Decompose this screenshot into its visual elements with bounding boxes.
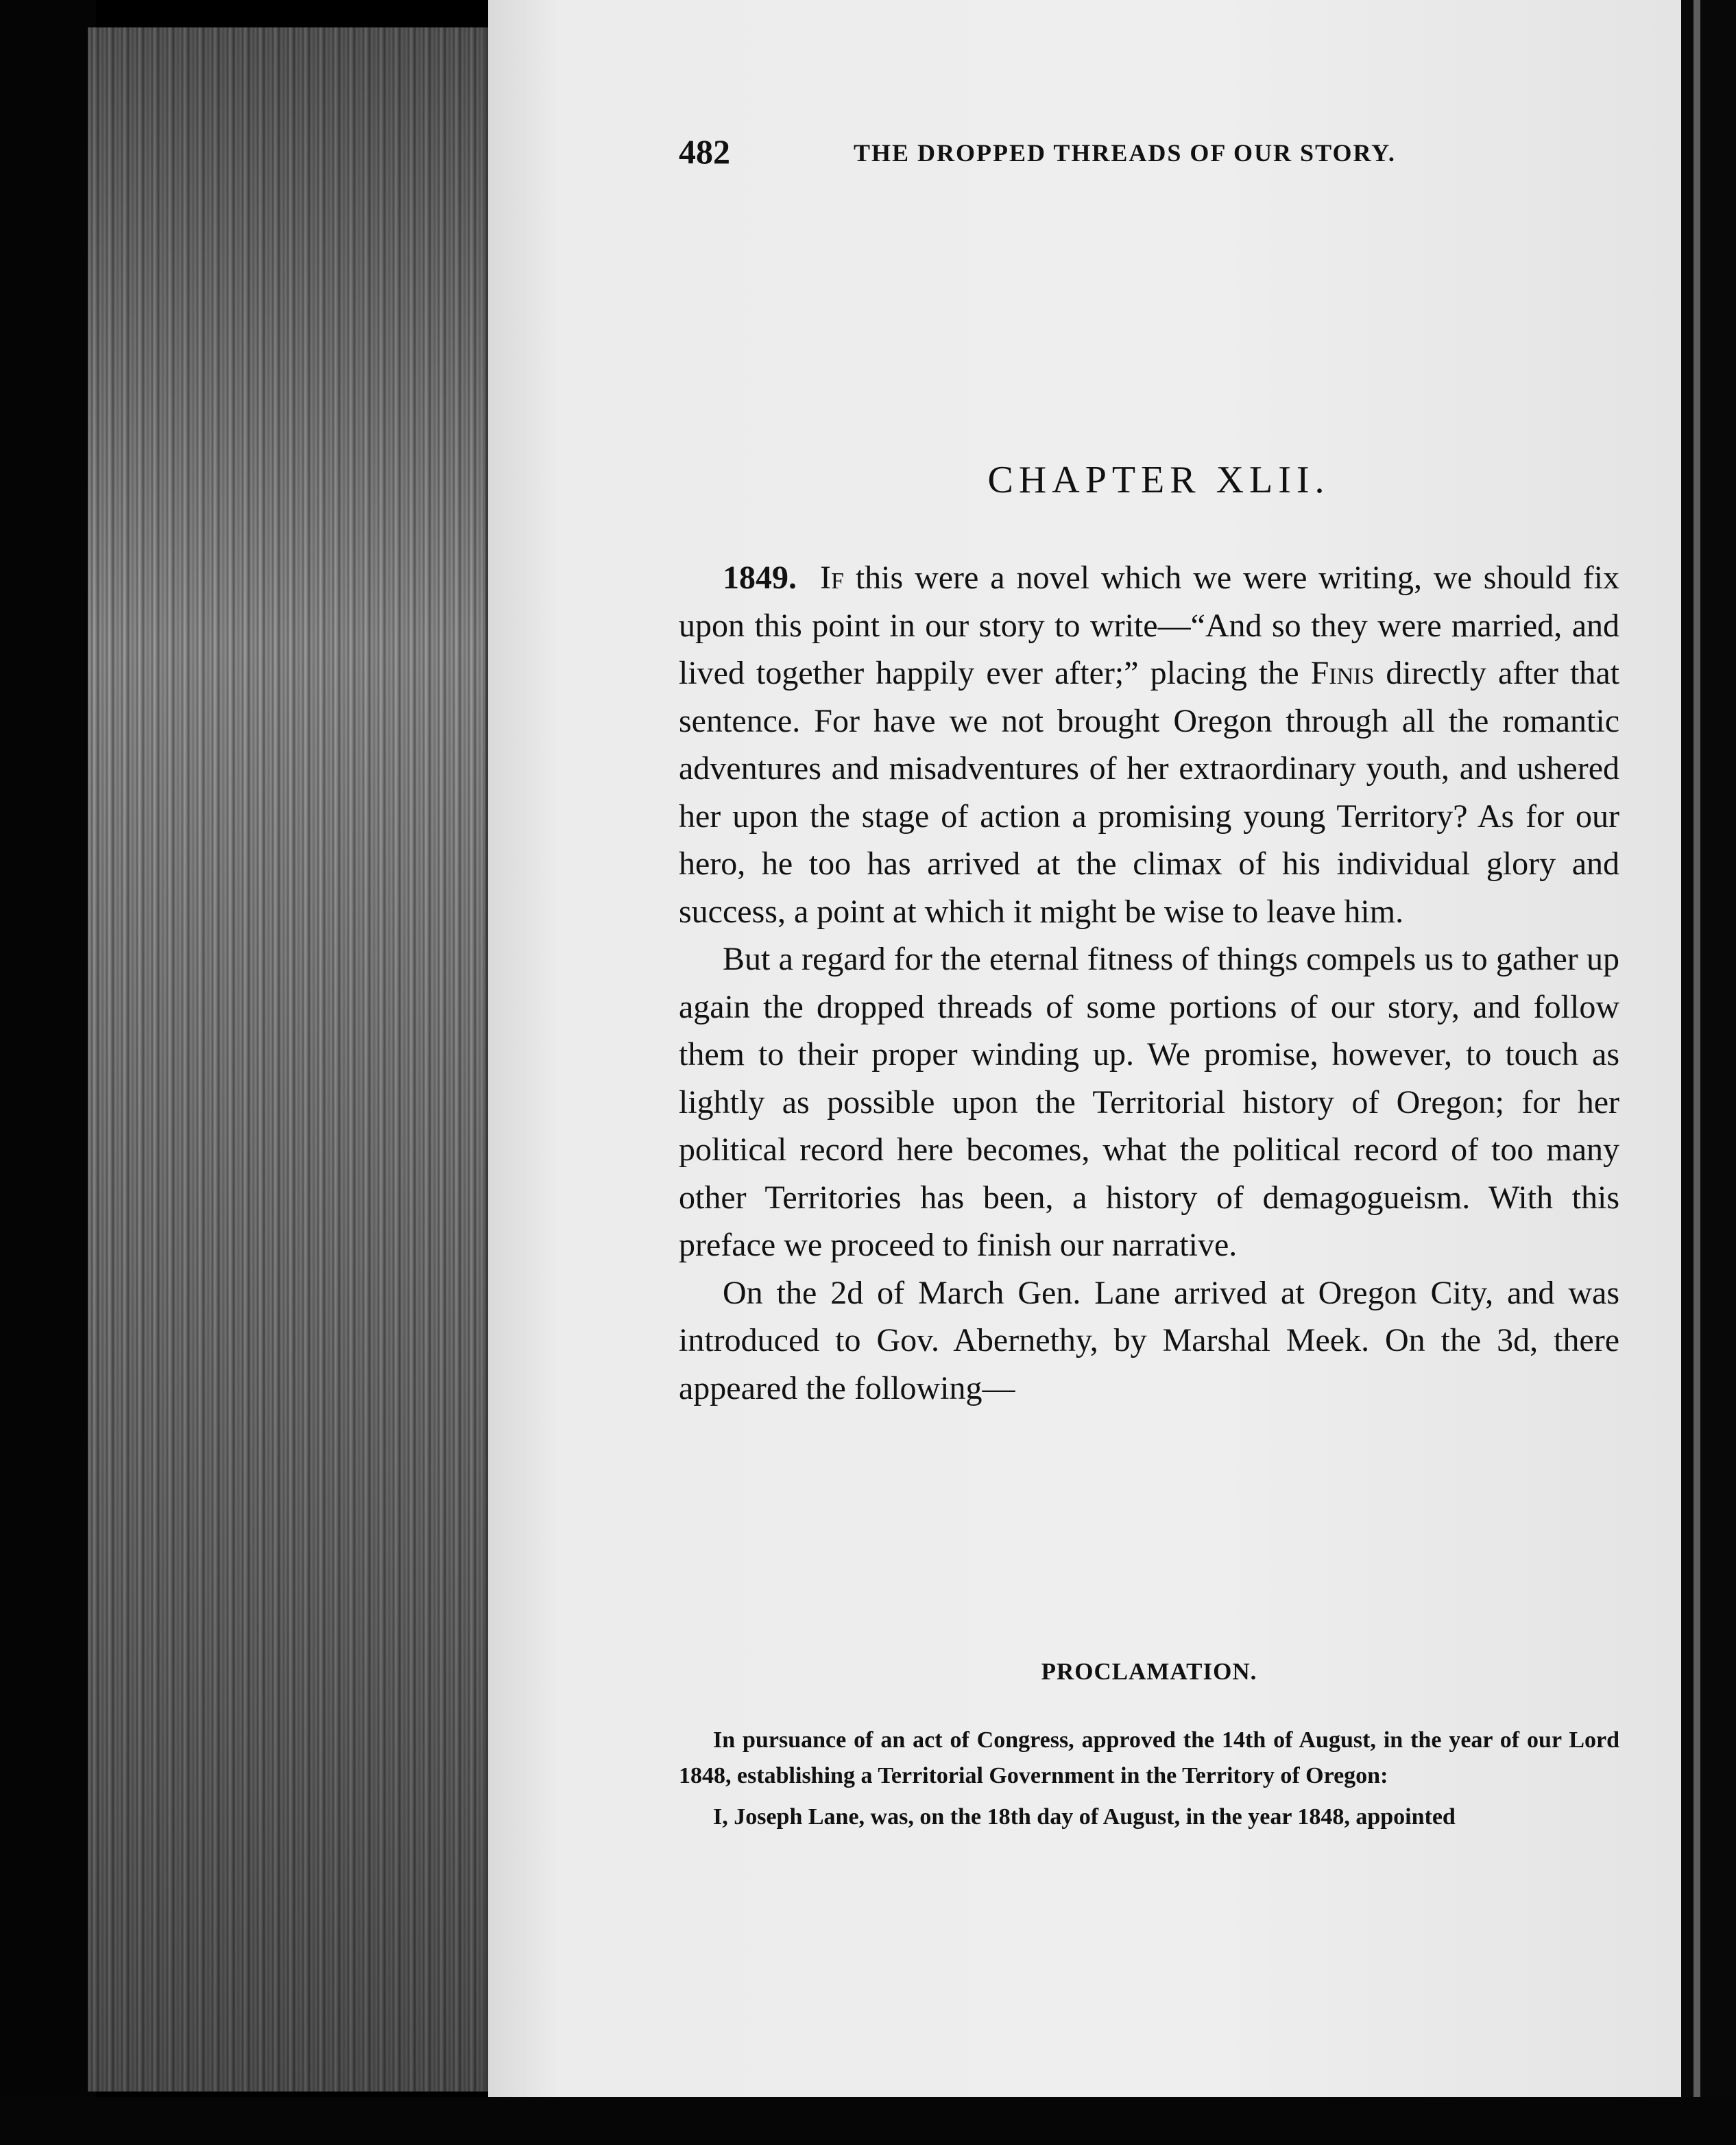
paragraph-2: But a regard for the eternal fitness of things compels us to gather up again the dropped threads of some portions of our story, and follow them to their proper winding up. We promise, however, to touch as lightly as possible upon the Territorial history of Oregon; for her political record here becomes, what the political record of too many other Territories has been, a history of demagogueism. With this preface we proceed to finish our narrative. [679,941,1619,1263]
scan-border-bottom [0,2097,1736,2145]
year-marker: 1849. [723,560,797,596]
running-title: THE DROPPED THREADS OF OUR STORY. [854,139,1396,167]
finis-word: Finis [1310,655,1375,691]
scan-border-right [1681,0,1736,2145]
paragraph-1-end: directly after that sentence. For have we not brought Oregon through all the romantic adventures and misadventures of her extraordinary youth, and ushered her upon the stage of action a promising young Territory? As for our hero, he too has arrived at the climax of his individual glory and success, a point at which it might be wise to leave him. [679,655,1619,930]
proclamation-paragraph-1: In pursuance of an act of Congress, approved the 14th of August, in the year of our Lord 1848, establishing a Territorial Government in the Territory of Oregon: [679,1727,1619,1788]
running-header [679,132,1502,180]
paragraph-1-lead: If [820,560,844,596]
paragraph-1 [679,554,1619,935]
proclamation-paragraph-2: I, Joseph Lane, was, on the 18th day of August, in the year 1848, appointed [713,1804,1456,1830]
scan-border-left [0,0,96,2145]
body-text [679,554,1619,1412]
proclamation-heading: PROCLAMATION. [1041,1658,1257,1685]
paragraph-3: On the 2d of March Gen. Lane arrived at Oregon City, and was introduced to Gov. Abernethy, by Marshal Meek. On the 3d, there appeared the following— [679,1274,1619,1406]
proclamation-text [679,1723,1619,1841]
paragraph-1-text: this were a novel which we were writing, we should fix upon this point in our story to write—“And so they were married, and lived together happily ever after;” placing the [679,560,1619,691]
page-number: 482 [679,132,730,171]
book-page-edges [88,27,490,2092]
scan-border-stripe [1693,0,1700,2145]
chapter-title: CHAPTER XLII. [987,459,1330,501]
